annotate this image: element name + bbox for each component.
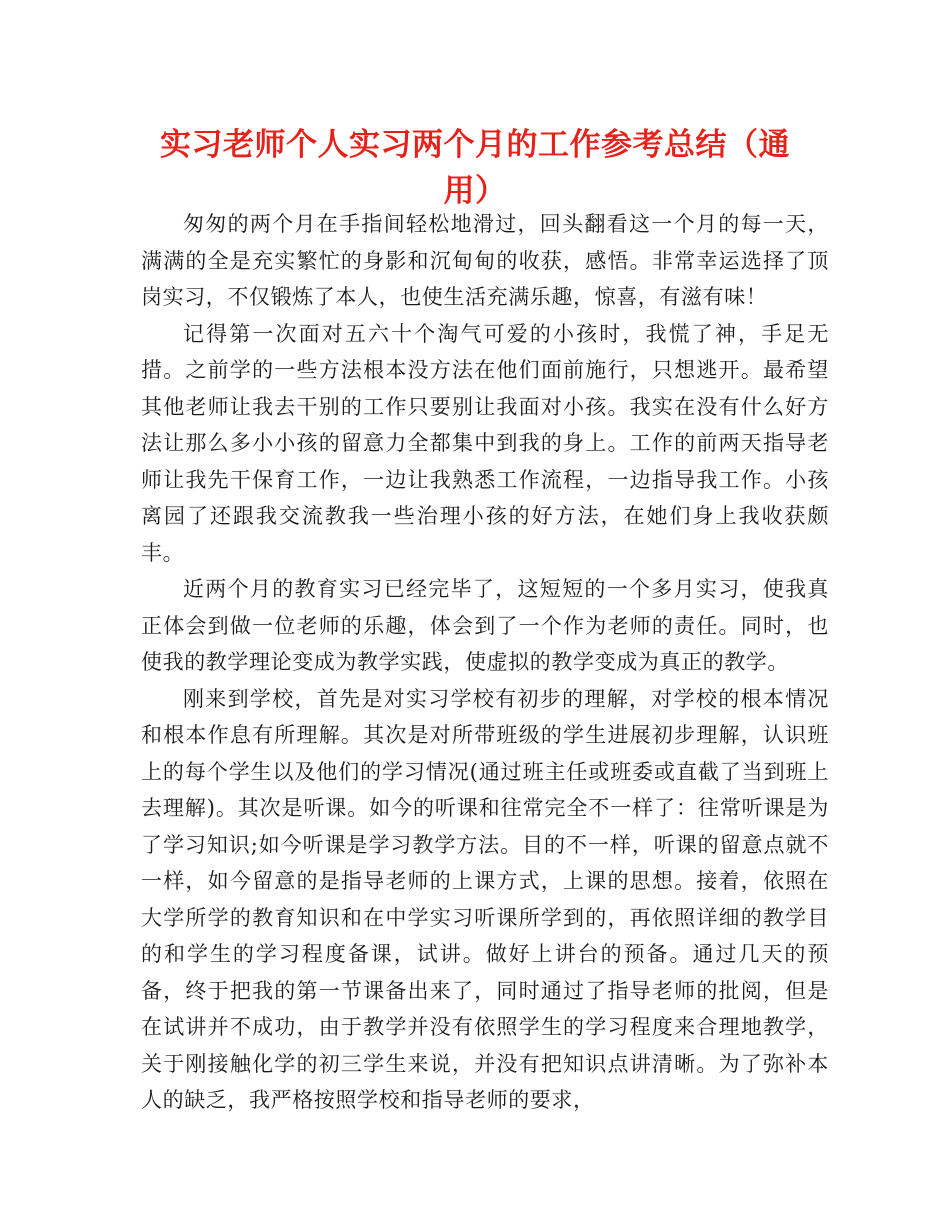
- document-body: [141, 206, 829, 1119]
- paragraph-4: 刚来到学校，首先是对实习学校有初步的理解，对学校的根本情况和根本作息有所理解。其次是对所带班级的学生进展初步理解，认识班上的每个学生以及他们的学习情况(通过班主任或班委或直截了当到班上去理解)。其次是听课。如今的听课和往常完全不一样了：往常听课是为了学习知识;如今听课是学习教学方法。目的不一样，听课的留意点就不一样，如今留意的是指导老师的上课方式，上课的思想。接着，依照在大学所学的教育知识和在中学实习听课所学到的，再依照详细的教学目的和学生的学习程度备课，试讲。做好上讲台的预备。通过几天的预备，终于把我的第一节课备出来了，同时通过了指导老师的批阅，但是在试讲并不成功，由于教学并没有依照学生的学习程度来合理地教学，关于刚接触化学的初三学生来说，并没有把知识点讲清晰。为了弥补本人的缺乏，我严格按照学校和指导老师的要求，: [141, 686, 829, 1112]
- paragraph-1: 匆匆的两个月在手指间轻松地滑过，回头翻看这一个月的每一天，满满的全是充实繁忙的身影和沉甸甸的收获，感悟。非常幸运选择了顶岗实习，不仅锻炼了本人，也使生活充满乐趣，惊喜，有滋有味！: [141, 212, 829, 309]
- paragraph-3: 近两个月的教育实习已经完毕了，这短短的一个多月实习，使我真正体会到做一位老师的乐趣，体会到了一个作为老师的责任。同时，也使我的教学理论变成为教学实践，使虚拟的教学变成为真正的教学。: [141, 577, 829, 674]
- document-title: 实习老师个人实习两个月的工作参考总结（通用）: [160, 127, 790, 209]
- paragraph-2: 记得第一次面对五六十个淘气可爱的小孩时，我慌了神，手足无措。之前学的一些方法根本没方法在他们面前施行，只想逃开。最希望其他老师让我去干别的工作只要别让我面对小孩。我实在没有什么好方法让那么多小小孩的留意力全都集中到我的身上。工作的前两天指导老师让我先干保育工作，一边让我熟悉工作流程，一边指导我工作。小孩离园了还跟我交流教我一些治理小孩的好方法，在她们身上我收获颇丰。: [141, 321, 829, 565]
